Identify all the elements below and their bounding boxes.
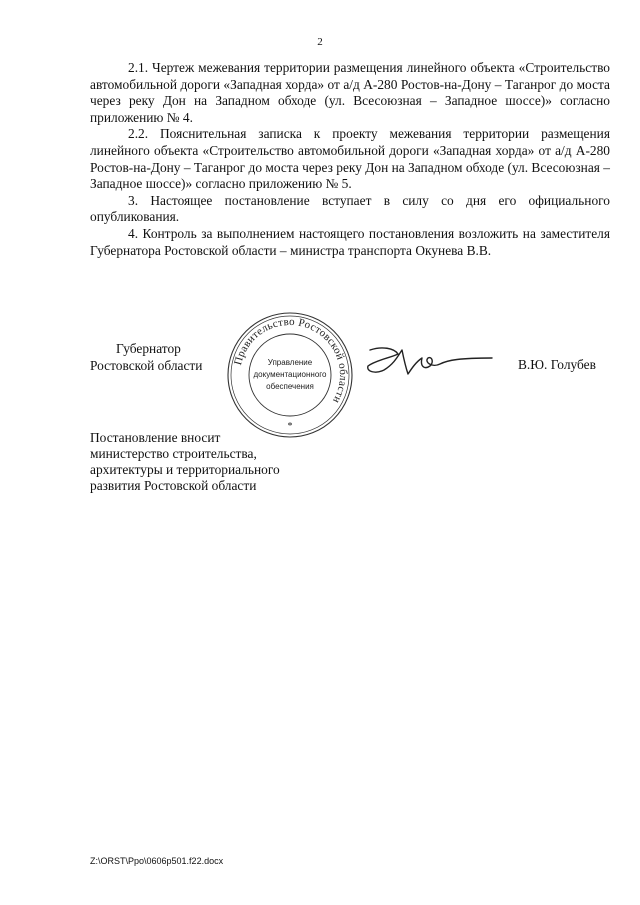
submission-note	[90, 430, 280, 494]
paragraph-2-2: 2.2. Пояснительная записка к проекту межевания территории размещения линейного объекта «Строительство автомобильной дороги «Западная хорда» от а/д А-280 Ростов-на-Дону – Таганрог до моста через реку Дон на Западном обходе (ул. Всесоюзная – Западное шоссе)» согласно приложению № 5.	[90, 126, 610, 192]
signatory-title-line1: Губернатор	[116, 341, 181, 356]
document-body	[90, 60, 610, 259]
signature-stroke	[368, 348, 492, 374]
signatory-name: В.Ю. Голубев	[518, 357, 596, 372]
seal-star: *	[287, 421, 293, 432]
seal-ring-text: Правительство Ростовской области	[232, 315, 350, 406]
official-seal	[226, 311, 354, 439]
signatory-title-line2: Ростовской области	[90, 358, 203, 373]
signatory-title	[90, 340, 202, 374]
seal-inner-line2: документационного	[253, 370, 327, 379]
paragraph-3: 3. Настоящее постановление вступает в силу со дня его официального опубликования.	[90, 192, 610, 225]
seal-inner-line1: Управление	[267, 358, 313, 367]
submission-note-line1: Постановление вносит	[90, 430, 221, 445]
page-number: 2	[317, 36, 323, 48]
submission-note-line4: развития Ростовской области	[90, 478, 257, 493]
seal-inner-line3: обеспечения	[266, 382, 314, 391]
handwritten-signature	[362, 344, 497, 384]
paragraph-4: 4. Контроль за выполнением настоящего постановления возложить на заместителя Губернатора Ростовской области – министра транспорта Окунева В.В.	[90, 225, 610, 258]
file-path: Z:\ORST\Ppo\0606p501.f22.docx	[90, 856, 224, 866]
submission-note-line3: архитектуры и территориального	[90, 462, 280, 477]
submission-note-line2: министерство строительства,	[90, 446, 257, 461]
paragraph-2-1: 2.1. Чертеж межевания территории размещения линейного объекта «Строительство автомобильной дороги «Западная хорда» от а/д А-280 Ростов-на-Дону – Таганрог до моста через реку Дон на Западном обходе (ул. Всесоюзная – Западное шоссе)» согласно приложению № 4.	[90, 60, 610, 125]
